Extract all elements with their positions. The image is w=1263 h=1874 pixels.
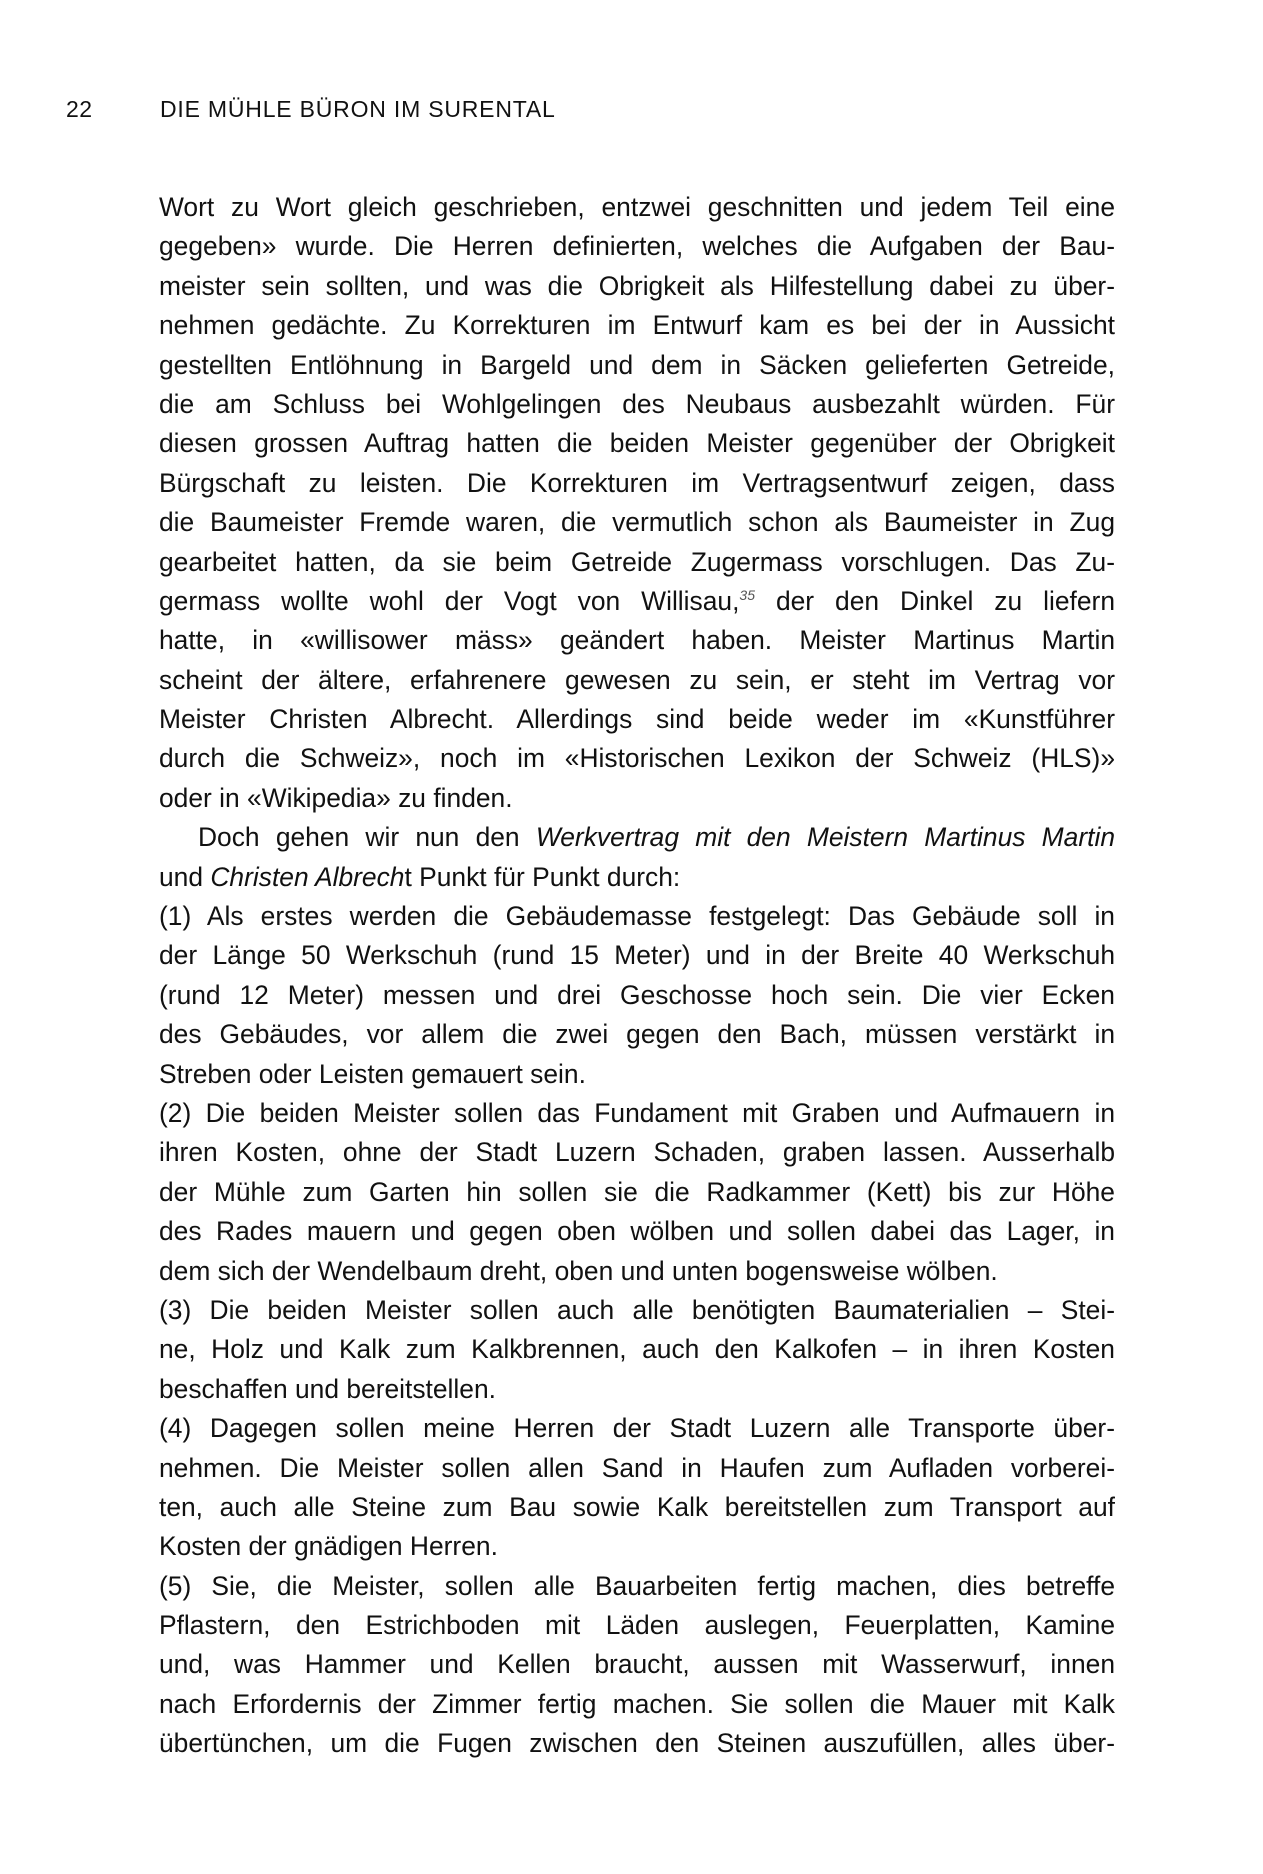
contract-item-5 [159, 1567, 1115, 1764]
text-line: diesen grossen Auftrag hatten die beiden Meister gegenüber der Obrigkeit [159, 428, 1115, 459]
text-line: beschaffen und bereitstellen. [159, 1373, 496, 1404]
text-line: (4) Dagegen sollen meine Herren der Stadt Luzern alle Transporte über- [159, 1413, 1115, 1444]
text-line: der Länge 50 Werkschuh (rund 15 Meter) und in der Breite 40 Werkschuh [159, 940, 1115, 971]
text-line: gearbeitet hatten, da sie beim Getreide Zugermass vorschlugen. Das Zu- [159, 546, 1115, 577]
text-line: Streben oder Leisten gemauert sein. [159, 1058, 586, 1089]
running-head [66, 96, 1126, 126]
text-line: Kosten der gnädigen Herren. [159, 1531, 498, 1562]
text-line: Pflastern, den Estrichboden mit Läden auslegen, Feuerplatten, Kamine [159, 1610, 1115, 1641]
paragraph-continued [159, 188, 1115, 818]
text-line: nach Erfordernis der Zimmer fertig machen. Sie sollen die Mauer mit Kalk [159, 1688, 1115, 1719]
text-line: Meister Christen Albrecht. Allerdings sind beide weder im «Kunstführer [159, 704, 1115, 735]
text-line: oder in «Wikipedia» zu finden. [159, 782, 513, 813]
text-line: die am Schluss bei Wohlgelingen des Neubaus ausbezahlt würden. Für [159, 388, 1115, 419]
text-line: übertünchen, um die Fugen zwischen den Steinen auszufüllen, alles über- [159, 1728, 1115, 1759]
text-line: Wort zu Wort gleich geschrieben, entzwei geschnitten und jedem Teil eine [159, 192, 1115, 222]
paragraph-intro [159, 818, 1115, 897]
contract-item-4 [159, 1409, 1115, 1567]
text-line: hatte, in «willisower mäss» geändert haben. Meister Martinus Martin [159, 625, 1115, 656]
text-line: des Rades mauern und gegen oben wölben und sollen dabei das Lager, in [159, 1216, 1115, 1247]
text-line: gestellten Entlöhnung in Bargeld und dem in Säcken gelieferten Getreide, [159, 349, 1115, 380]
body-text [159, 188, 1115, 1764]
text-segment: t Punkt für Punkt durch: [404, 861, 681, 892]
text-line: (2) Die beiden Meister sollen das Fundament mit Graben und Aufmauern in [159, 1097, 1115, 1128]
text-line: Bürgschaft zu leisten. Die Korrekturen im Vertragsentwurf zeigen, dass [159, 467, 1115, 498]
text-line [159, 858, 1115, 897]
page-number: 22 [66, 96, 93, 122]
text-line: (rund 12 Meter) messen und drei Geschosse hoch sein. Die vier Ecken [159, 979, 1115, 1010]
text-line-with-footnote [159, 582, 1115, 621]
footnote-reference[interactable]: 35 [739, 586, 755, 603]
text-line: meister sein sollten, und was die Obrigkeit als Hilfestellung dabei zu über- [159, 270, 1115, 301]
text-line: nehmen. Die Meister sollen allen Sand in Haufen zum Aufladen vorberei- [159, 1452, 1115, 1483]
contract-item-2 [159, 1094, 1115, 1291]
running-title: DIE MÜHLE BÜRON IM SURENTAL [160, 96, 556, 122]
text-line: nehmen gedächte. Zu Korrekturen im Entwurf kam es bei der in Aussicht [159, 310, 1115, 341]
text-segment: Doch gehen wir nun den [198, 822, 536, 853]
text-line: der Mühle zum Garten hin sollen sie die Radkammer (Kett) bis zur Höhe [159, 1176, 1115, 1207]
italic-title: Werkvertrag mit den Meistern Martinus Martin [535, 822, 1115, 853]
contract-item-1 [159, 897, 1115, 1094]
text-line: ten, auch alle Steine zum Bau sowie Kalk bereitstellen zum Transport auf [159, 1491, 1115, 1522]
text-segment: und [159, 861, 211, 892]
italic-name: Christen Albrech [210, 861, 405, 892]
text-line: des Gebäudes, vor allem die zwei gegen den Bach, müssen verstärkt in [159, 1019, 1115, 1050]
text-line: durch die Schweiz», noch im «Historischen Lexikon der Schweiz (HLS)» [159, 743, 1115, 774]
contract-item-3 [159, 1291, 1115, 1409]
text-line: ne, Holz und Kalk zum Kalkbrennen, auch den Kalkofen – in ihren Kosten [159, 1334, 1115, 1365]
text-line: ihren Kosten, ohne der Stadt Luzern Schaden, graben lassen. Ausserhalb [159, 1137, 1115, 1168]
text-line: (5) Sie, die Meister, sollen alle Bauarbeiten fertig machen, dies betreffe [159, 1570, 1115, 1601]
text-segment: der den Dinkel zu liefern [755, 585, 1116, 616]
text-line: die Baumeister Fremde waren, die vermutlich schon als Baumeister in Zug [159, 507, 1115, 538]
text-segment: germass wollte wohl der Vogt von Willisau, [159, 585, 740, 616]
text-line: (3) Die beiden Meister sollen auch alle benötigten Baumaterialien – Stei- [159, 1294, 1115, 1325]
text-line: (1) Als erstes werden die Gebäudemasse festgelegt: Das Gebäude soll in [159, 901, 1115, 932]
text-line: scheint der ältere, erfahrenere gewesen zu sein, er steht im Vertrag vor [159, 664, 1115, 695]
text-line [159, 818, 1115, 857]
text-line: dem sich der Wendelbaum dreht, oben und unten bogensweise wölben. [159, 1255, 998, 1286]
text-line: gegeben» wurde. Die Herren definierten, welches die Aufgaben der Bau- [159, 231, 1115, 262]
text-line: und, was Hammer und Kellen braucht, aussen mit Wasserwurf, innen [159, 1649, 1115, 1680]
